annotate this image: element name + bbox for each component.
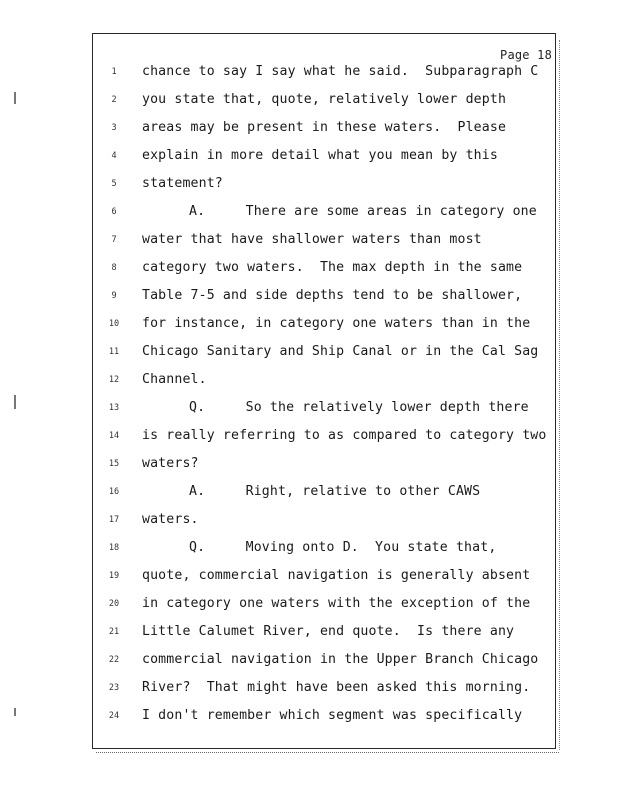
line-text: category two waters. The max depth in the same <box>142 260 523 275</box>
line-text: is really referring to as compared to category two <box>142 428 547 443</box>
line-text: Chicago Sanitary and Ship Canal or in the Cal Sag <box>142 344 539 359</box>
line-text: Table 7-5 and side depths tend to be shallower, <box>142 288 523 303</box>
line-number: 2 <box>111 95 117 105</box>
line-number: 7 <box>111 235 117 245</box>
line-text: waters. <box>142 512 199 527</box>
line-number: 20 <box>108 599 120 609</box>
transcript-line <box>0 286 618 314</box>
transcript-line <box>0 118 618 146</box>
transcript-line <box>0 426 618 454</box>
transcript-lines <box>0 62 618 734</box>
transcript-line <box>0 678 618 706</box>
transcript-line <box>0 510 618 538</box>
line-number: 21 <box>108 627 120 637</box>
line-text: you state that, quote, relatively lower depth <box>142 92 507 107</box>
line-text: Channel. <box>142 372 207 387</box>
transcript-line <box>0 314 618 342</box>
line-number: 15 <box>108 459 120 469</box>
transcript-line <box>0 230 618 258</box>
line-number: 24 <box>108 711 120 721</box>
line-text: A. There are some areas in category one <box>189 204 537 219</box>
line-text: Little Calumet River, end quote. Is there any <box>142 624 515 639</box>
line-text: areas may be present in these waters. Please <box>142 120 507 135</box>
transcript-line <box>0 342 618 370</box>
transcript-line <box>0 482 618 510</box>
transcript-line <box>0 594 618 622</box>
transcript-line <box>0 566 618 594</box>
line-text: statement? <box>142 176 223 191</box>
transcript-line <box>0 370 618 398</box>
line-number: 14 <box>108 431 120 441</box>
line-text: waters? <box>142 456 199 471</box>
transcript-line <box>0 146 618 174</box>
page-number: Page 18 <box>500 48 552 62</box>
line-text: A. Right, relative to other CAWS <box>189 484 481 499</box>
line-number: 1 <box>111 67 117 77</box>
line-number: 10 <box>108 319 120 329</box>
line-number: 8 <box>111 263 117 273</box>
transcript-line <box>0 90 618 118</box>
transcript-line <box>0 622 618 650</box>
line-number: 16 <box>108 487 120 497</box>
line-number: 13 <box>108 403 120 413</box>
line-number: 22 <box>108 655 120 665</box>
line-number: 23 <box>108 683 120 693</box>
line-text: explain in more detail what you mean by this <box>142 148 498 163</box>
transcript-line <box>0 650 618 678</box>
line-text: Q. Moving onto D. You state that, <box>189 540 497 555</box>
transcript-line <box>0 174 618 202</box>
transcript-line <box>0 706 618 734</box>
transcript-line <box>0 258 618 286</box>
line-number: 19 <box>108 571 120 581</box>
line-number: 18 <box>108 543 120 553</box>
transcript-line <box>0 538 618 566</box>
line-text: quote, commercial navigation is generally absent <box>142 568 531 583</box>
transcript-line <box>0 454 618 482</box>
transcript-line <box>0 62 618 90</box>
line-number: 11 <box>108 347 120 357</box>
line-number: 3 <box>111 123 117 133</box>
line-text: River? That might have been asked this morning. <box>142 680 531 695</box>
line-text: for instance, in category one waters than in the <box>142 316 531 331</box>
line-number: 12 <box>108 375 120 385</box>
line-text: water that have shallower waters than most <box>142 232 482 247</box>
line-number: 9 <box>111 291 117 301</box>
line-text: Q. So the relatively lower depth there <box>189 400 529 415</box>
line-text: in category one waters with the exception of the <box>142 596 531 611</box>
transcript-line <box>0 202 618 230</box>
line-number: 6 <box>111 207 117 217</box>
line-text: chance to say I say what he said. Subparagraph C <box>142 64 539 79</box>
transcript-line <box>0 398 618 426</box>
line-number: 5 <box>111 179 117 189</box>
line-number: 4 <box>111 151 117 161</box>
line-text: I don't remember which segment was specifically <box>142 708 523 723</box>
line-text: commercial navigation in the Upper Branch Chicago <box>142 652 539 667</box>
line-number: 17 <box>108 515 120 525</box>
